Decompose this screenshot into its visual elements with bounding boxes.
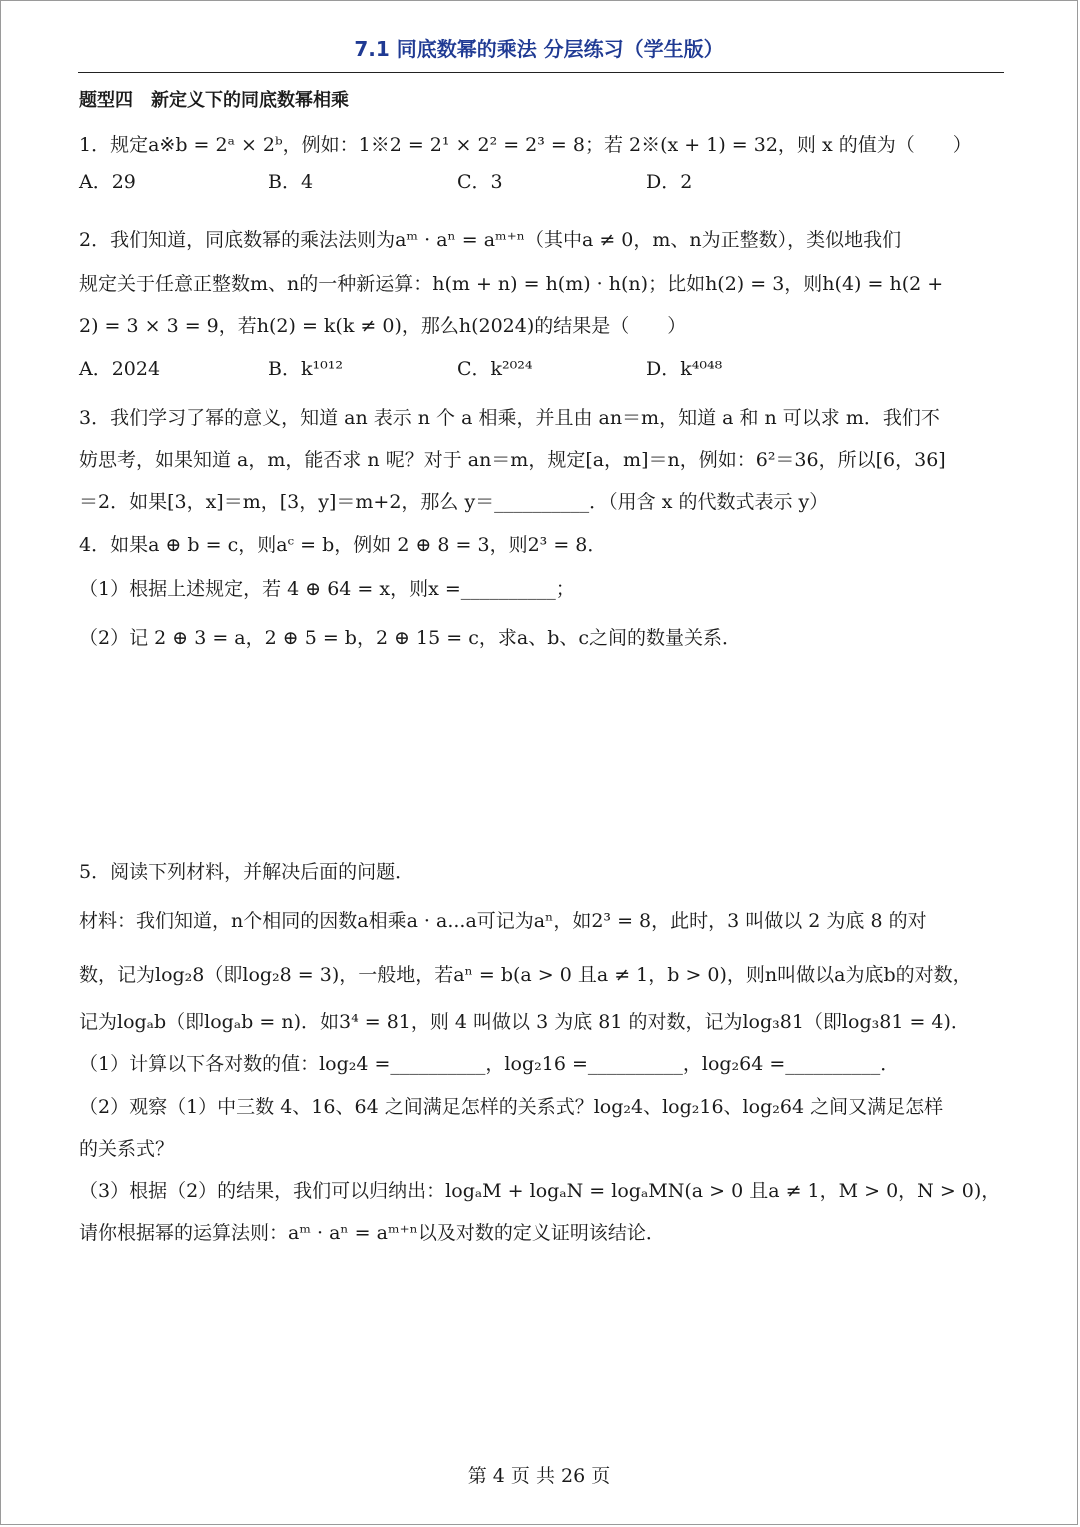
option-b[interactable]: B．k¹⁰¹² — [268, 358, 343, 380]
question-2-options — [79, 356, 1003, 383]
question-2-line-1: 2．我们知道，同底数幂的乘法法则为aᵐ · aⁿ = aᵐ⁺ⁿ（其中a ≠ 0，m、n为正整数），类似地我们 — [79, 229, 902, 251]
question-5-material-line-3: 记为logₐb（即logₐb = n)．如3⁴ = 81，则 4 叫做以 3 为底 81 的对数，记为log₃81（即log₃81 = 4)． — [79, 1011, 970, 1033]
page-content — [79, 87, 1003, 1254]
question-4 — [79, 523, 1003, 665]
question-2 — [79, 218, 1003, 383]
option-a[interactable]: A．29 — [79, 171, 136, 193]
section-title: 题型四 新定义下的同底数幂相乘 — [79, 90, 349, 111]
page-header-title: 7.1 同底数幂的乘法 分层练习（学生版） — [354, 37, 724, 61]
question-2-line-2: 规定关于任意正整数m、n的一种新运算：h(m + n) = h(m) · h(n)；比如h(2) = 3，则h(4) = h(2 + — [79, 273, 944, 295]
question-3-line-1: 3．我们学习了幂的意义，知道 an 表示 n 个 a 相乘，并且由 an＝m，知道 a 和 n 可以求 m．我们不 — [79, 407, 940, 429]
question-5-material-line-1: 材料：我们知道，n个相同的因数a相乘a · a...a可记为aⁿ，如2³ = 8，此时，3 叫做以 2 为底 8 的对 — [79, 910, 927, 932]
option-c[interactable]: C．k²⁰²⁴ — [457, 358, 533, 380]
page-footer: 第 4 页 共 26 页 — [467, 1465, 611, 1487]
question-5-part-1: （1）计算以下各对数的值：log₂4 =__________，log₂16 =__________，log₂64 =__________． — [79, 1053, 900, 1075]
option-d[interactable]: D．2 — [646, 171, 693, 193]
question-5-part-2-line-2: 的关系式？ — [79, 1138, 175, 1160]
answer-space — [79, 665, 1003, 850]
question-1-stem: 1．规定a※b = 2ᵃ × 2ᵇ，例如：1※2 = 2¹ × 2² = 2³ = 8；若 2※(x + 1) = 32，则 x 的值为（ ） — [79, 134, 972, 156]
question-3-line-3: ＝2．如果[3，x]＝m，[3，y]＝m+2，那么 y＝__________．（用含 x 的代数式表示 y） — [79, 491, 829, 513]
option-a[interactable]: A．2024 — [79, 358, 161, 380]
question-5-part-3-line-1: （3）根据（2）的结果，我们可以归纳出：logₐM + logₐN = logₐMN(a > 0 且a ≠ 1，M > 0，N > 0)， — [79, 1180, 1001, 1202]
option-d[interactable]: D．k⁴⁰⁴⁸ — [646, 358, 723, 380]
question-5-stem: 5．阅读下列材料，并解决后面的问题． — [79, 861, 415, 883]
header-divider — [78, 72, 1004, 73]
question-2-line-3: 2) = 3 × 3 = 9，若h(2) = k(k ≠ 0)，那么h(2024)的结果是（ ） — [79, 315, 687, 337]
question-4-stem: 4．如果a ⊕ b = c，则aᶜ = b，例如 2 ⊕ 8 = 3，则2³ = 8． — [79, 534, 607, 556]
option-b[interactable]: B．4 — [268, 171, 314, 193]
question-5 — [79, 850, 1003, 1254]
question-1-options — [79, 169, 1003, 196]
question-5-part-2-line-1: （2）观察（1）中三数 4、16、64 之间满足怎样的关系式？log₂4、log₂16、log₂64 之间又满足怎样 — [79, 1096, 944, 1118]
question-3 — [79, 397, 1003, 523]
question-4-part-2: （2）记 2 ⊕ 3 = a，2 ⊕ 5 = b，2 ⊕ 15 = c，求a、b、c之间的数量关系． — [79, 627, 742, 649]
option-c[interactable]: C．3 — [457, 171, 503, 193]
question-4-part-1: （1）根据上述规定，若 4 ⊕ 64 = x，则x =__________； — [79, 578, 575, 600]
question-5-material-line-2: 数，记为log₂8（即log₂8 = 3)，一般地，若aⁿ = b(a > 0 且a ≠ 1，b > 0)，则n叫做以a为底b的对数， — [79, 964, 972, 986]
question-1 — [79, 132, 1003, 196]
question-3-line-2: 妨思考，如果知道 a，m，能否求 n 呢？对于 an＝m，规定[a，m]＝n，例如：6²＝36，所以[6，36] — [79, 449, 946, 471]
question-5-part-3-line-2: 请你根据幂的运算法则：aᵐ · aⁿ = aᵐ⁺ⁿ以及对数的定义证明该结论． — [79, 1222, 665, 1244]
